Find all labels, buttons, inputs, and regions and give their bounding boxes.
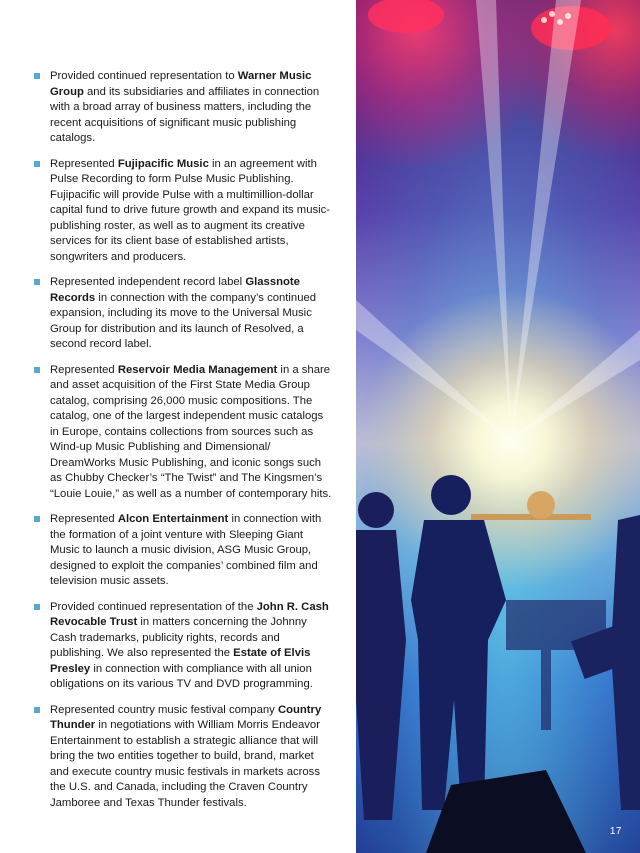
- concert-scene: [356, 0, 640, 853]
- bullet-text-segment: Represented: [50, 513, 118, 525]
- bullet-marker-icon: [34, 73, 40, 79]
- bullet-text: [50, 158, 330, 263]
- bullet-text: [50, 70, 319, 144]
- bullet-text: [50, 276, 316, 350]
- bullet-list: [34, 69, 334, 811]
- bullet-item: [34, 157, 334, 266]
- light-rays: [356, 0, 640, 440]
- concert-photo: [356, 0, 640, 853]
- bullet-text-segment: and its subsidiaries and affiliates in connection with a broad array of business matters, including the recent acquisitions of significant music publishing catalogs.: [50, 85, 320, 144]
- bullet-item: [34, 275, 334, 353]
- bullet-marker-icon: [34, 161, 40, 167]
- bullet-marker-icon: [34, 279, 40, 285]
- bullet-item: [34, 703, 334, 812]
- bullet-text-segment: Represented country music festival company: [50, 703, 278, 716]
- client-name: Warner Music Group: [50, 70, 312, 98]
- bullet-text-segment: in negotiations with William Morris Endeavor Entertainment to establish a strategic alliance that will bring the two entities together to build, brand, market and execute country music festivals in markets across the U.S. and Canada, including the Craven Country Jamboree and Texas Thunder festivals.: [50, 719, 320, 809]
- client-name: Country Thunder: [50, 703, 322, 731]
- bullet-item: [34, 512, 334, 590]
- bullet-marker-icon: [34, 367, 40, 373]
- bullet-text-segment: Represented: [50, 157, 118, 170]
- client-name: John R. Cash Revocable Trust: [50, 600, 329, 628]
- monitor-speaker: [426, 770, 586, 853]
- bullet-text-segment: in connection with the formation of a joint venture with Sleeping Giant Music to launch a music division, ASG Music Group, designed to exploit the companies’ combined film and television music assets.: [50, 513, 322, 587]
- page-number: 17: [609, 826, 622, 837]
- bullet-text: [50, 704, 321, 809]
- bullet-text-segment: in a share and asset acquisition of the First State Media Group catalog, comprising 26,000 music compositions. The catalog, one of the largest independent music catalogs in Europe, contains collections from sources such as Wind-up Music Publishing and Dimensional/ DreamWorks Music Publishing, and iconic songs such as Chubby Checker’s “The Twist” and The Kingsmen’s “Louie Louie,” as well as a number of contemporary hits.: [50, 363, 332, 500]
- bullet-text-segment: Provided continued representation to: [50, 70, 238, 82]
- bullet-marker-icon: [34, 707, 40, 713]
- bullet-text-segment: Provided continued representation of the: [50, 600, 257, 613]
- bullet-marker-icon: [34, 516, 40, 522]
- bullet-marker-icon: [34, 604, 40, 610]
- bullet-text: [50, 364, 331, 500]
- right-performer-silhouette: [571, 515, 640, 810]
- guitarist-silhouette: [356, 492, 406, 820]
- bullet-text: [50, 601, 329, 691]
- client-name: Estate of Elvis Presley: [50, 647, 311, 675]
- client-name: Reservoir Media Management: [117, 363, 278, 376]
- bullet-text-segment: Represented independent record label: [50, 276, 246, 288]
- bullet-text-segment: in an agreement with Pulse Recording to form Pulse Music Publishing. Fujipacific will provide Pulse with a multimillion-dollar capital fund to drive future growth and expand its music-publishing roster, as well as to augment its creative services for its client base of established artists, songwriters and producers.: [50, 157, 331, 263]
- bullet-text-segment: in connection with compliance with all union obligations on its various TV and DVD programming.: [50, 662, 313, 690]
- client-name: Glassnote Records: [50, 276, 300, 304]
- bullet-text-segment: in connection with the company’s continued expansion, including its move to the Universal Music Group for distribution and its launch of Resolved, a second record label.: [50, 291, 317, 350]
- client-name: Fujipacific Music: [117, 157, 209, 170]
- bullet-text-segment: Represented: [50, 363, 118, 376]
- bullet-item: [34, 69, 334, 147]
- bullet-text-segment: in matters concerning the Johnny Cash trademarks, publicity rights, records and publishing. We also represented the: [50, 616, 307, 659]
- client-name: Alcon Entertainment: [117, 513, 229, 525]
- bullet-item: [34, 600, 334, 693]
- bullet-item: [34, 363, 334, 503]
- bullet-text: [50, 513, 321, 587]
- text-column: [34, 69, 334, 821]
